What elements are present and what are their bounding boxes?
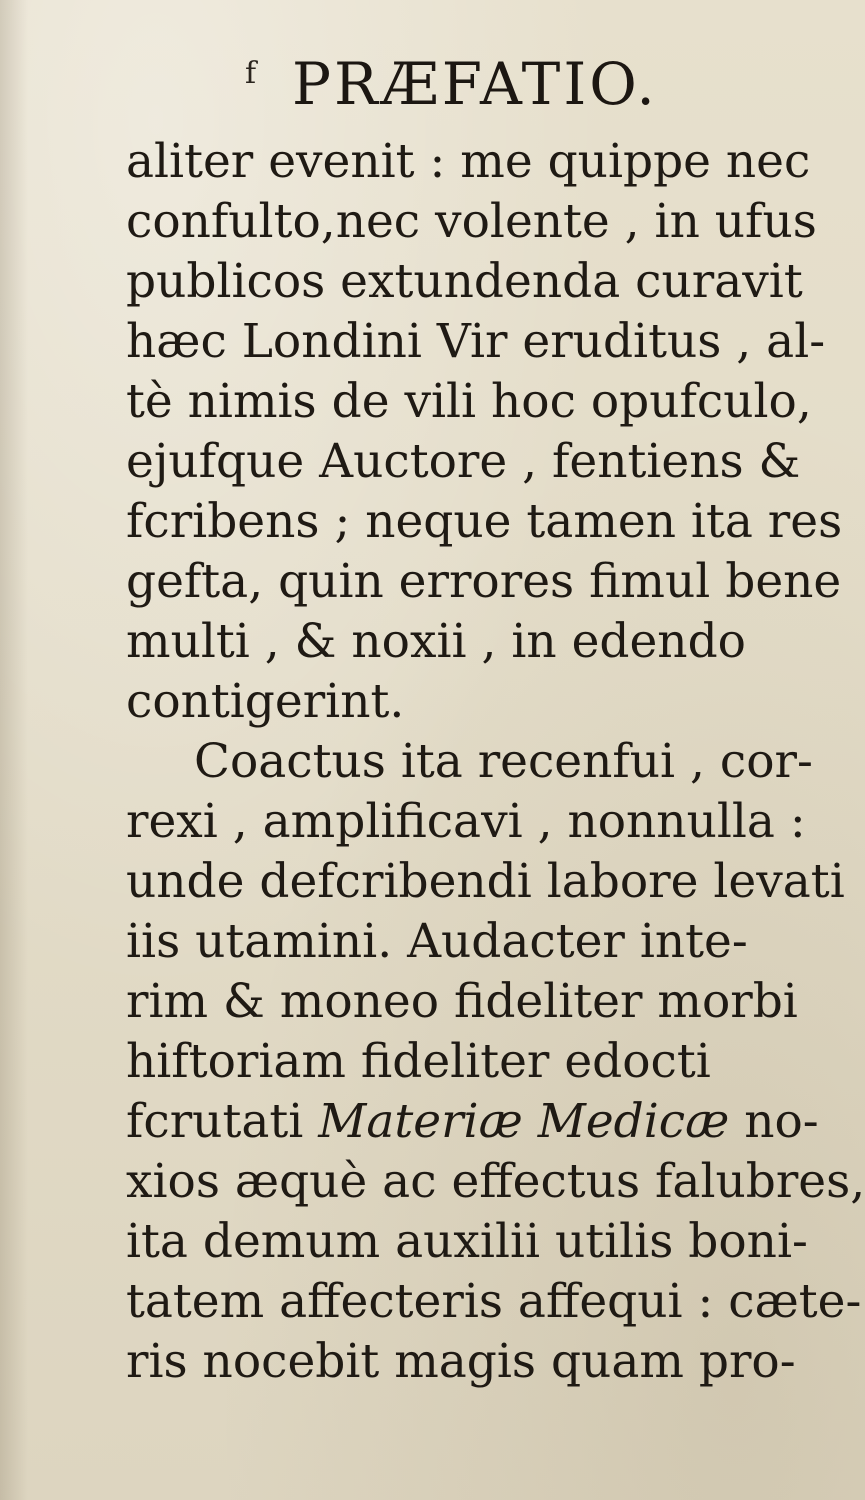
text-line: xios æquè ac effectus falubres, xyxy=(126,1154,865,1209)
text-segment: fcrutati xyxy=(126,1094,319,1149)
body-text xyxy=(126,132,865,1392)
page-title: PRÆFATIO. xyxy=(292,50,658,118)
text-line: fcribens ; neque tamen ita res xyxy=(126,494,843,549)
page-header xyxy=(0,48,800,128)
text-line: contigerint. xyxy=(126,674,405,729)
text-line: confulto,nec volente , in ufus xyxy=(126,194,817,249)
text-line: iis utamini. Audacter inte- xyxy=(126,914,748,969)
header-mark: f xyxy=(245,56,257,91)
text-line: publicos extundenda curavit xyxy=(126,254,803,309)
text-line-with-italics xyxy=(126,1092,819,1152)
italic-term-medicae: Medicæ xyxy=(537,1094,730,1149)
text-line: hæc Londini Vir eruditus , al- xyxy=(126,314,826,369)
text-line: ita demum auxilii utilis boni- xyxy=(126,1214,808,1269)
text-line: rexi , amplificavi , nonnulla : xyxy=(126,794,806,849)
text-line: tatem affecteris affequi : cæte- xyxy=(126,1274,862,1329)
text-line: tè nimis de vili hoc opufculo, xyxy=(126,374,812,429)
paragraph-start-line: Coactus ita recenfui , cor- xyxy=(194,734,813,789)
text-segment: no- xyxy=(729,1094,819,1149)
page-shadow xyxy=(0,0,28,1500)
text-line: unde defcribendi labore levati xyxy=(126,854,845,909)
text-line: aliter evenit : me quippe nec xyxy=(126,134,811,189)
text-segment xyxy=(523,1094,538,1149)
text-line: multi , & noxii , in edendo xyxy=(126,614,746,669)
text-line: rim & moneo fideliter morbi xyxy=(126,974,798,1029)
text-line: hiftoriam fideliter edocti xyxy=(126,1034,711,1089)
italic-term-materiae: Materiæ xyxy=(318,1094,523,1149)
text-line: ejufque Auctore , fentiens & xyxy=(126,434,801,489)
text-line: gefta, quin errores fimul bene xyxy=(126,554,842,609)
faint-ink-mark xyxy=(430,1392,470,1452)
text-line: ris nocebit magis quam pro- xyxy=(126,1334,796,1389)
